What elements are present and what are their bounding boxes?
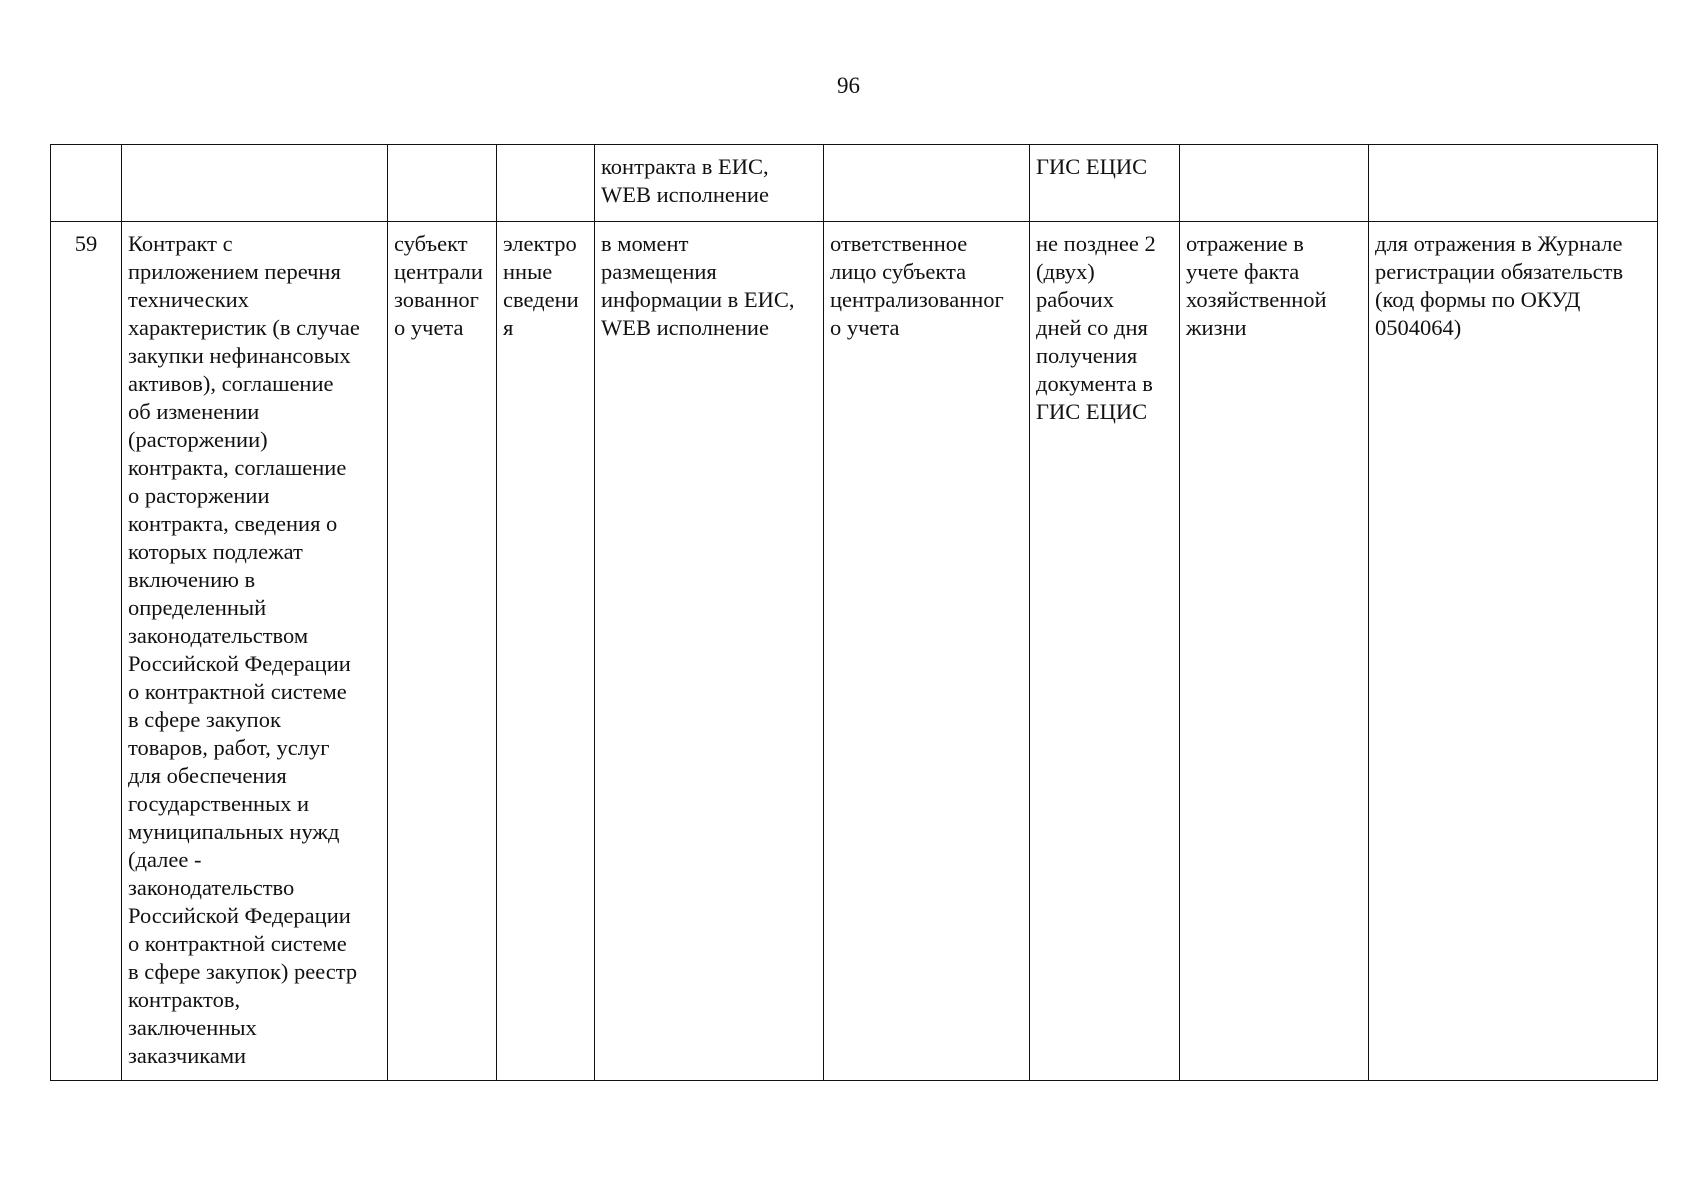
document-name-cell xyxy=(122,145,388,222)
document-form-cell xyxy=(497,145,595,222)
responsible-subject-cell xyxy=(388,145,497,222)
register-cell xyxy=(1369,145,1658,222)
purpose-cell: отражение в учете факта хозяйственной жизни xyxy=(1180,222,1369,1081)
submission-moment-cell: контракта в ЕИС, WEB исполнение xyxy=(595,145,824,222)
deadline-cell: ГИС ЕЦИС xyxy=(1030,145,1180,222)
row-number-cell: 59 xyxy=(51,222,122,1081)
register-cell: для отражения в Журнале регистрации обязательств (код формы по ОКУД 0504064) xyxy=(1369,222,1658,1081)
document-name-cell: Контракт с приложением перечня технических характеристик (в случае закупки нефинансовых активов), соглашение об изменении (расторжении) контракта, соглашение о расторжении контракта, сведения о которых подлежат включению в определенный законодательством Российской Федерации о контрактной системе в сфере закупок товаров, работ, услуг для обеспечения государственных и муниципальных нужд (далее - законодательство Российской Федерации о контрактной системе в сфере закупок) реестр контрактов, заключенных заказчиками xyxy=(122,222,388,1081)
row-number-cell xyxy=(51,145,122,222)
responsible-person-cell xyxy=(824,145,1030,222)
responsible-subject-cell: субъект централи зованног о учета xyxy=(388,222,497,1081)
deadline-cell: не позднее 2 (двух) рабочих дней со дня получения документа в ГИС ЕЦИС xyxy=(1030,222,1180,1081)
purpose-cell xyxy=(1180,145,1369,222)
document-table xyxy=(50,144,1658,1081)
responsible-person-cell: ответственное лицо субъекта централизованног о учета xyxy=(824,222,1030,1081)
document-form-cell: электро нные сведени я xyxy=(497,222,595,1081)
page-number: 96 xyxy=(837,73,860,98)
submission-moment-cell: в момент размещения информации в ЕИС, WEB исполнение xyxy=(595,222,824,1081)
table-row xyxy=(51,145,1658,222)
table-row xyxy=(51,222,1658,1081)
